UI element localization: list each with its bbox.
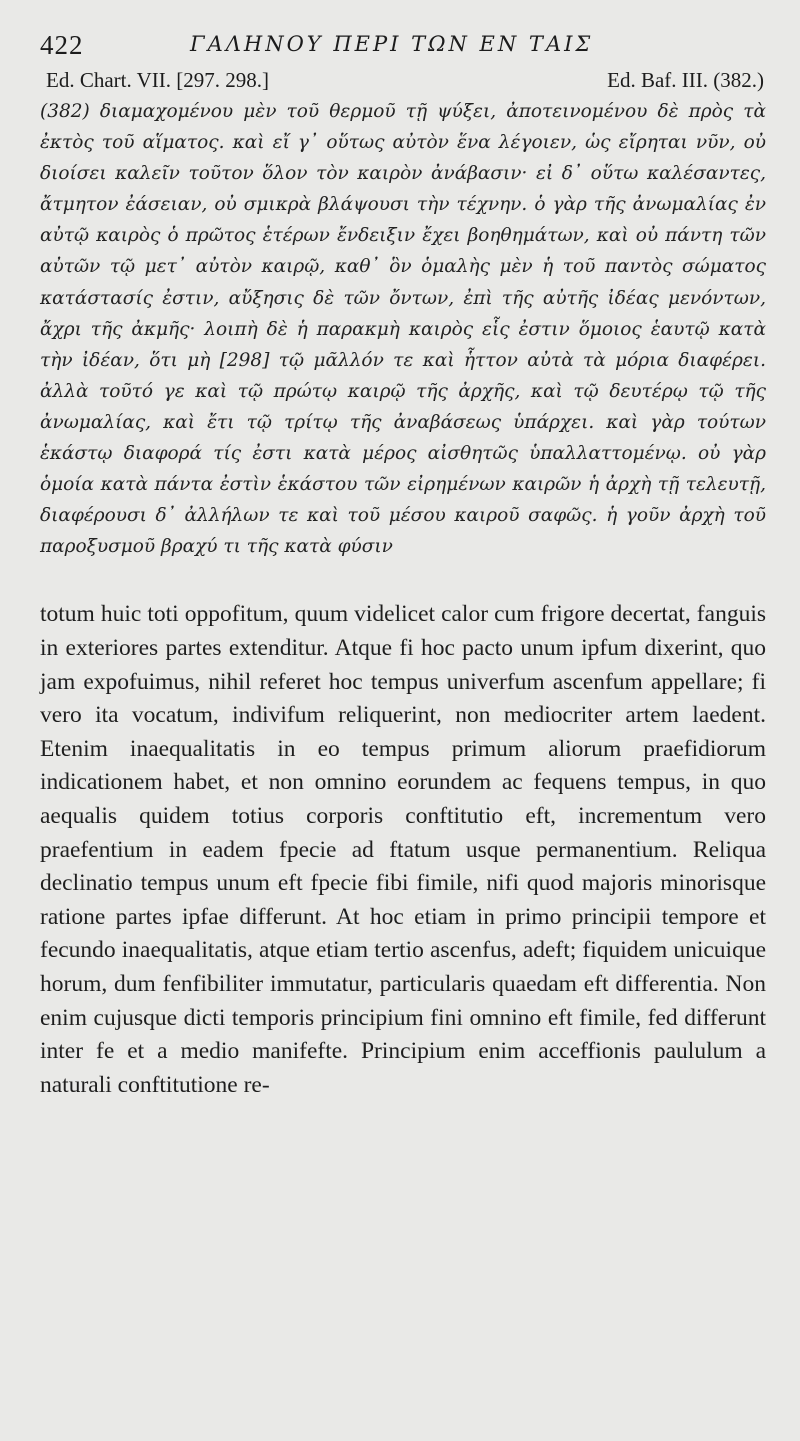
running-head [40,28,766,68]
greek-text-block: (382) διαμαχομένου μὲν τοῦ θερμοῦ τῇ ψύξει, ἀποτεινομένου δὲ πρὸς τὰ ἐκτὸς τοῦ αἵματος. καὶ εἴ γ᾽ οὕτως αὐτὸν ἕνα λέγοιεν, ὡς εἴρηται νῦν, οὐ διοίσει καλεῖν τοῦτον ὅλον τὸν καιρὸν ἀνάβασιν· εἰ δ᾽ οὕτω καλέσαντες, ἄτμητον ἐάσειαν, οὐ σμικρὰ βλάψουσι τὴν τέχνην. ὁ γὰρ τῆς ἀνωμαλίας ἐν αὐτῷ καιρὸς ὁ πρῶτος ἑτέρων ἔνδειξιν ἔχει βοηθημάτων, καὶ οὐ πάντη τῶν αὐτῶν τῷ μετ᾽ αὐτὸν καιρῷ, καθ᾽ ὃν ὁμαλὴς μὲν ἡ τοῦ παντὸς σώματος κατάστασίς ἐστιν, αὔξησις δὲ τῶν ὄντων, ἐπὶ τῆς αὐτῆς ἰδέας μενόντων, ἄχρι τῆς ἀκμῆς· λοιπὴ δὲ ἡ παρακμὴ καιρὸς εἷς ἐστιν ὅμοιος ἑαυτῷ κατὰ τὴν ἰδέαν, ὅτι μὴ [298] τῷ μᾶλλόν τε καὶ ἧττον αὐτὰ τὰ μόρια διαφέρει. ἀλλὰ τοῦτό γε καὶ τῷ πρώτῳ καιρῷ τῆς ἀρχῆς, καὶ τῷ δευτέρῳ τῷ τῆς ἀνωμαλίας, καὶ ἔτι τῷ τρίτῳ τῆς ἀναβάσεως ὑπάρχει. καὶ γὰρ τούτων ἑκάστῳ διαφορά τίς ἐστι κατὰ μέρος αἰσθητῶς ὑπαλλαττομένῳ. οὐ γὰρ ὁμοία κατὰ πάντα ἐστὶν ἑκάστου τῶν εἰρημένων καιρῶν ἡ ἀρχὴ τῇ τελευτῇ, διαφέρουσι δ᾽ ἀλλήλων τε καὶ τοῦ μέσου καιροῦ σαφῶς. ἡ γοῦν ἀρχὴ τοῦ παροξυσμοῦ βραχύ τι τῆς κατὰ φύσιν [40,101,766,558]
show-through-bleed [40,566,766,598]
edition-references [40,68,766,96]
edition-basel-reference: Ed. Baf. III. (382.) [607,68,764,92]
edition-chartier-reference: Ed. Chart. VII. [297. 298.] [46,68,269,92]
running-title: ΓΑΛΗΝΟΥ ΠΕΡΙ ΤΩΝ ΕΝ ΤΑΙΣ [190,32,594,56]
latin-translation-block: totum huic toti oppofitum, quum videlicet calor cum frigore decertat, fanguis in exteriores partes extenditur. Atque fi hoc pacto unum ipfum dixerint, quo jam expofuimus, nihil referet hoc tempus univerfum ascenfum appellare; fi vero ita vocatum, indivifum reliquerint, non mediocriter artem laedent. Etenim inaequalitatis in eo tempus primum aliorum praefidiorum indicationem habet, et non omnino eorundem ac fequens tempus, in quo aequalis quidem totius corporis conftitutio eft, incrementum vero praefentium in eadem fpecie ad ftatum usque permanentium. Reliqua declinatio tempus unum eft fpecie fibi fimile, nifi quod majoris minorisque ratione partes ipfae differunt. At hoc etiam in primo principii tempore et fecundo inaequalitatis, atque etiam tertio ascenfus, adeft; fiquidem unicuique horum, dum fenfibiliter immutatur, particularis quaedam eft differentia. Non enim cujusque dicti temporis principium fini omnino eft fimile, fed differunt inter fe et a medio manifefte. Principium enim acceffionis paululum a naturali conftitutione re- [40,601,766,1098]
page-number: 422 [40,30,84,60]
